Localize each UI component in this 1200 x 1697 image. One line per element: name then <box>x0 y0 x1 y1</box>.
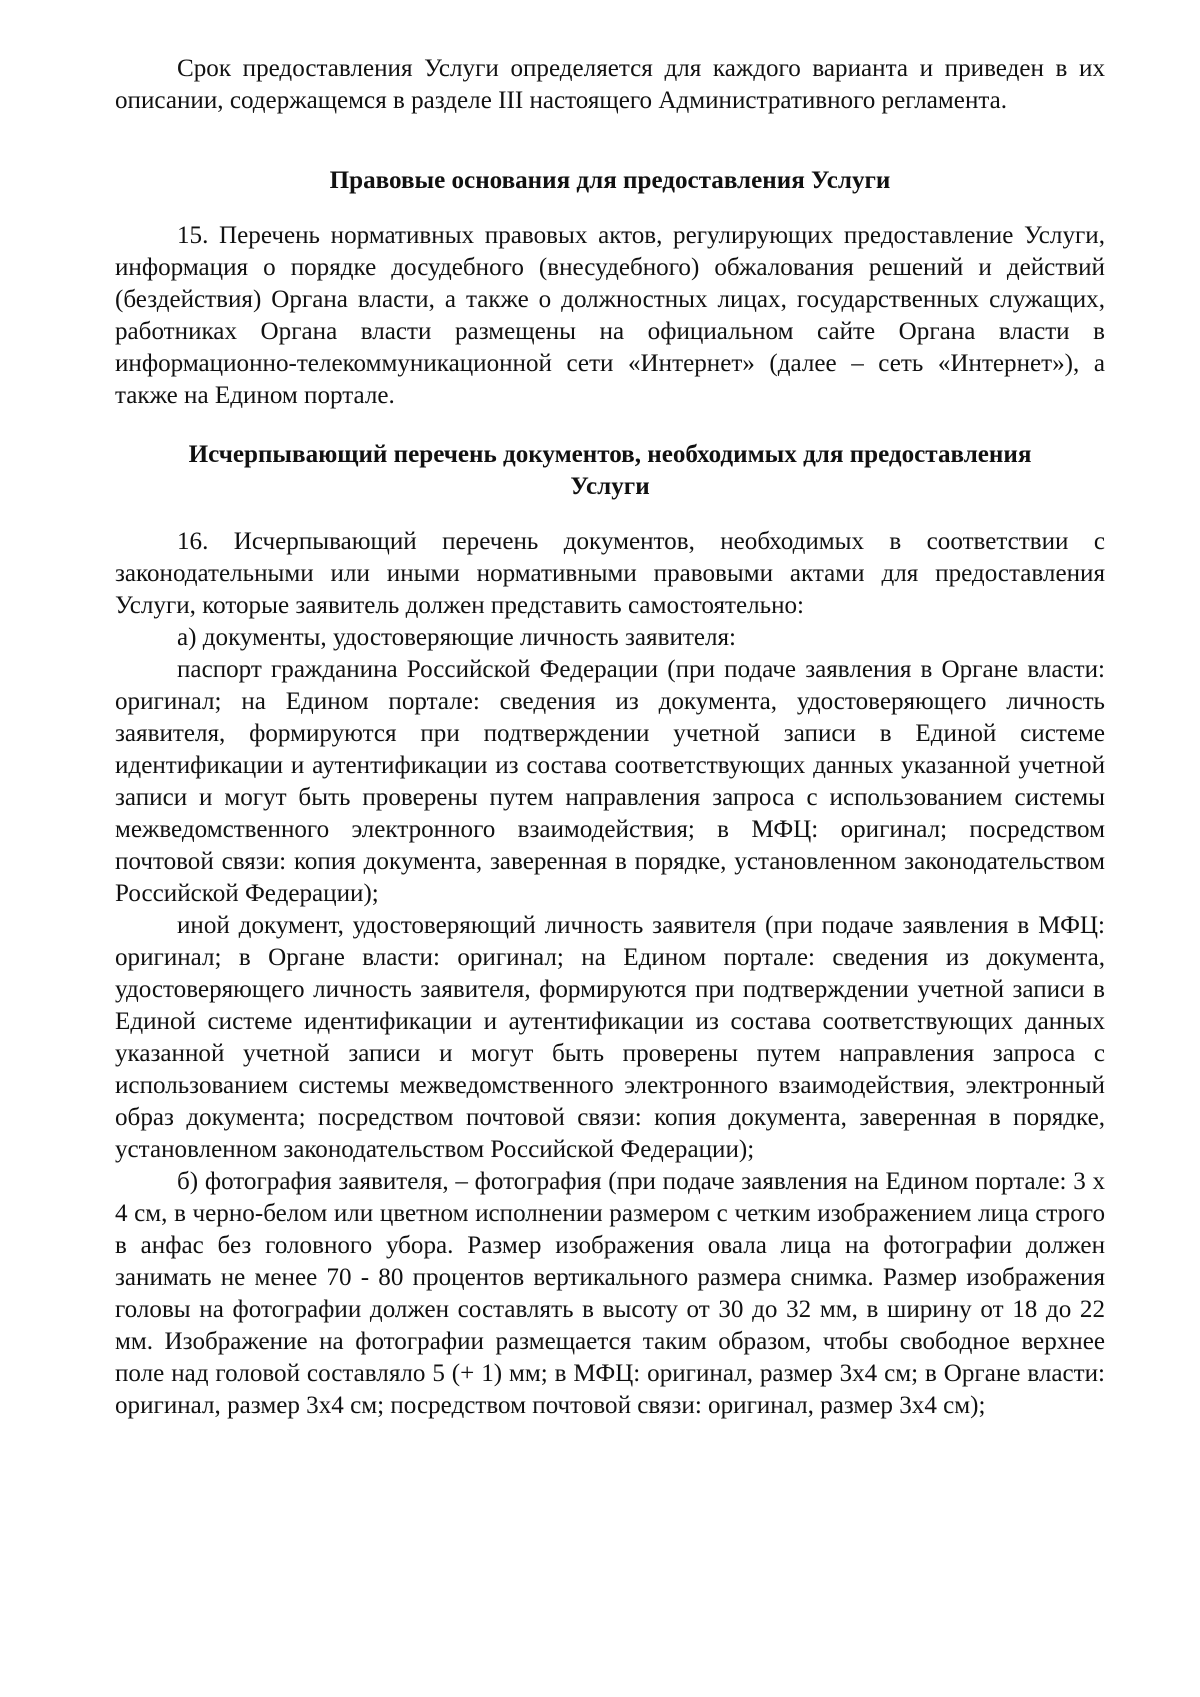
section-heading-documents-line1: Исчерпывающий перечень документов, необходимых для предоставления <box>188 441 1032 468</box>
list-item-a-passport: паспорт гражданина Российской Федерации (при подаче заявления в Органе власти: оригинал; на Едином портале: сведения из документа, удостоверяющего личность заявителя, формируются при подтверждении учетной записи в Единой системе идентификации и аутентификации из состава соответствующих данных указанной учетной записи и могут быть проверены путем направления запроса с использованием системы межведомственного электронного взаимодействия; в МФЦ: оригинал; посредством почтовой связи: копия документа, заверенная в порядке, установленном законодательством Российской Федерации); <box>115 656 1105 907</box>
document-page <box>115 53 1105 1422</box>
spacer <box>115 412 1105 439</box>
section-heading-legal-basis: Правовые основания для предоставления Услуги <box>329 167 891 194</box>
spacer <box>115 197 1105 220</box>
spacer <box>115 503 1105 526</box>
section-heading-documents-line2: Услуги <box>570 473 650 500</box>
list-item-b-photo: б) фотография заявителя, – фотография (при подаче заявления на Едином портале: 3 х 4 см, в черно-белом или цветном исполнении размером с четким изображением лица строго в анфас без головного убора. Размер изображения овала лица на фотографии должен занимать не менее 70 - 80 процентов вертикального размера снимка. Размер изображения головы на фотографии должен составлять в высоту от 30 до 32 мм, в ширину от 18 до 22 мм. Изображение на фотографии размещается таким образом, чтобы свободное верхнее поле над головой составляло 5 (+ 1) мм; в МФЦ: оригинал, размер 3x4 см; в Органе власти: оригинал, размер 3x4 см; посредством почтовой связи: оригинал, размер 3x4 см); <box>115 1168 1105 1419</box>
paragraph-16: 16. Исчерпывающий перечень документов, необходимых в соответствии с законодательными или иными нормативными правовыми актами для предоставления Услуги, которые заявитель должен представить самостоятельно: <box>115 528 1105 619</box>
list-item-a-other-document: иной документ, удостоверяющий личность заявителя (при подаче заявления в МФЦ: оригинал; в Органе власти: оригинал; на Едином портале: сведения из документа, удостоверяющего личность заявителя, формируются при подтверждении учетной записи в Единой системе идентификации и аутентификации из состава соответствующих данных указанной учетной записи и могут быть проверены путем направления запроса с использованием системы межведомственного электронного взаимодействия, электронный образ документа; посредством почтовой связи: копия документа, заверенная в порядке, установленном законодательством Российской Федерации); <box>115 912 1105 1163</box>
section-heading-documents <box>115 439 1105 503</box>
list-item-a: а) документы, удостоверяющие личность заявителя: <box>177 624 737 651</box>
intro-paragraph: Срок предоставления Услуги определяется для каждого варианта и приведен в их описании, содержащемся в разделе III настоящего Административного регламента. <box>115 55 1105 114</box>
paragraph-15: 15. Перечень нормативных правовых актов, регулирующих предоставление Услуги, информация о порядке досудебного (внесудебного) обжалования решений и действий (бездействия) Органа власти, а также о должностных лицах, государственных служащих, работниках Органа власти размещены на официальном сайте Органа власти в информационно-телекоммуникационной сети «Интернет» (далее – сеть «Интернет»), а также на Едином портале. <box>115 222 1105 409</box>
spacer <box>115 117 1105 165</box>
